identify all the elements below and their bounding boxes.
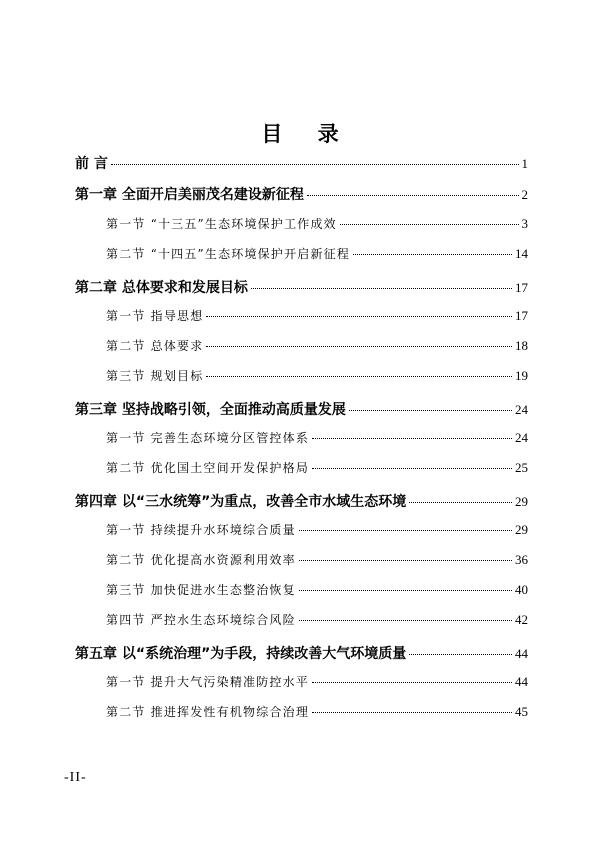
toc-entry-label: 第一节 “十三五”生态环境保护工作成效 (106, 217, 337, 231)
toc-page-number: 44 (515, 674, 528, 689)
toc-entry-label: 第四节 严控水生态环境综合风险 (106, 613, 296, 627)
dot-leader (206, 346, 512, 347)
toc-entry-label: 前 言 (75, 156, 108, 172)
toc-section-entry[interactable] (106, 673, 528, 690)
toc-entry-label: 第五章 以“系统治理”为手段，持续改善大气环境质量 (75, 646, 407, 662)
toc-entry-label: 第二章 总体要求和发展目标 (75, 280, 248, 296)
toc-page-number: 45 (515, 704, 528, 719)
toc-page-number: 17 (515, 280, 528, 295)
toc-chapter-entry[interactable] (75, 184, 528, 204)
dot-leader (299, 530, 512, 531)
toc-page-number: 29 (515, 494, 528, 509)
toc-entry-label: 第四章 以“三水统筹”为重点，改善全市水域生态环境 (75, 494, 407, 510)
toc-chapter-entry[interactable] (75, 491, 528, 511)
toc-page-number: 2 (521, 187, 528, 202)
toc-section-entry[interactable] (106, 337, 528, 354)
dot-leader (111, 164, 519, 165)
toc-page-number: 18 (515, 338, 528, 353)
toc-entry-label: 第二节 优化国土空间开发保护格局 (106, 461, 310, 475)
toc-entry-label: 第二节 “十四五”生态环境保护开启新征程 (106, 247, 351, 261)
toc-entry-label: 第一节 完善生态环境分区管控体系 (106, 431, 310, 445)
dot-leader (340, 224, 519, 225)
dot-leader (312, 468, 512, 469)
dot-leader (409, 502, 512, 503)
toc-section-entry[interactable] (106, 459, 528, 476)
dot-leader (251, 288, 512, 289)
page-title: 目 录 (261, 122, 353, 146)
toc-entry-label: 第一节 提升大气污染精准防控水平 (106, 675, 310, 689)
toc-section-entry[interactable] (106, 367, 528, 384)
toc-section-entry[interactable] (106, 611, 528, 628)
toc-chapter-entry[interactable] (75, 399, 528, 419)
dot-leader (299, 620, 512, 621)
toc-entry-label: 第三节 规划目标 (106, 369, 204, 383)
toc-page-number: 24 (515, 402, 528, 417)
toc-section-entry[interactable] (106, 521, 528, 538)
dot-leader (312, 712, 512, 713)
dot-leader (206, 376, 512, 377)
toc-section-entry[interactable] (106, 215, 528, 232)
dot-leader (409, 654, 512, 655)
toc-page-number: 40 (515, 582, 528, 597)
toc-entry-label: 第二节 推进挥发性有机物综合治理 (106, 705, 310, 719)
toc-section-entry[interactable] (106, 581, 528, 598)
toc-page-number: 19 (515, 368, 528, 383)
toc-section-entry[interactable] (106, 245, 528, 262)
toc-page-number: 3 (521, 216, 528, 231)
toc-entry-label: 第一节 持续提升水环境综合质量 (106, 523, 296, 537)
toc-page-number: 25 (515, 460, 528, 475)
dot-leader (312, 438, 512, 439)
toc-page-number: 29 (515, 522, 528, 537)
page-number-footer: -II- (64, 770, 87, 785)
toc-entry-label: 第三章 坚持战略引领，全面推动高质量发展 (75, 402, 346, 418)
dot-leader (307, 195, 519, 196)
dot-leader (349, 410, 512, 411)
toc-page-number: 36 (515, 552, 528, 567)
toc-page-number: 44 (515, 646, 528, 661)
dot-leader (206, 316, 512, 317)
dot-leader (312, 682, 512, 683)
toc-entry-label: 第一章 全面开启美丽茂名建设新征程 (75, 187, 304, 203)
toc-section-entry[interactable] (106, 307, 528, 324)
toc-section-entry[interactable] (106, 703, 528, 720)
toc-chapter-entry[interactable] (75, 277, 528, 297)
toc-page-number: 42 (515, 612, 528, 627)
toc-entry-label: 第一节 指导思想 (106, 309, 204, 323)
dot-leader (299, 590, 512, 591)
toc-page-number: 17 (515, 308, 528, 323)
toc-section-entry[interactable] (106, 551, 528, 568)
dot-leader (299, 560, 512, 561)
toc-chapter-entry[interactable] (75, 153, 528, 173)
toc-entry-label: 第二节 优化提高水资源利用效率 (106, 553, 296, 567)
dot-leader (353, 254, 512, 255)
toc-entry-label: 第三节 加快促进水生态整治恢复 (106, 583, 296, 597)
toc-page-number: 1 (521, 156, 528, 171)
toc-section-entry[interactable] (106, 429, 528, 446)
toc-entry-label: 第二节 总体要求 (106, 339, 204, 353)
toc-chapter-entry[interactable] (75, 643, 528, 663)
toc-page-number: 14 (515, 246, 528, 261)
toc-page-number: 24 (515, 430, 528, 445)
